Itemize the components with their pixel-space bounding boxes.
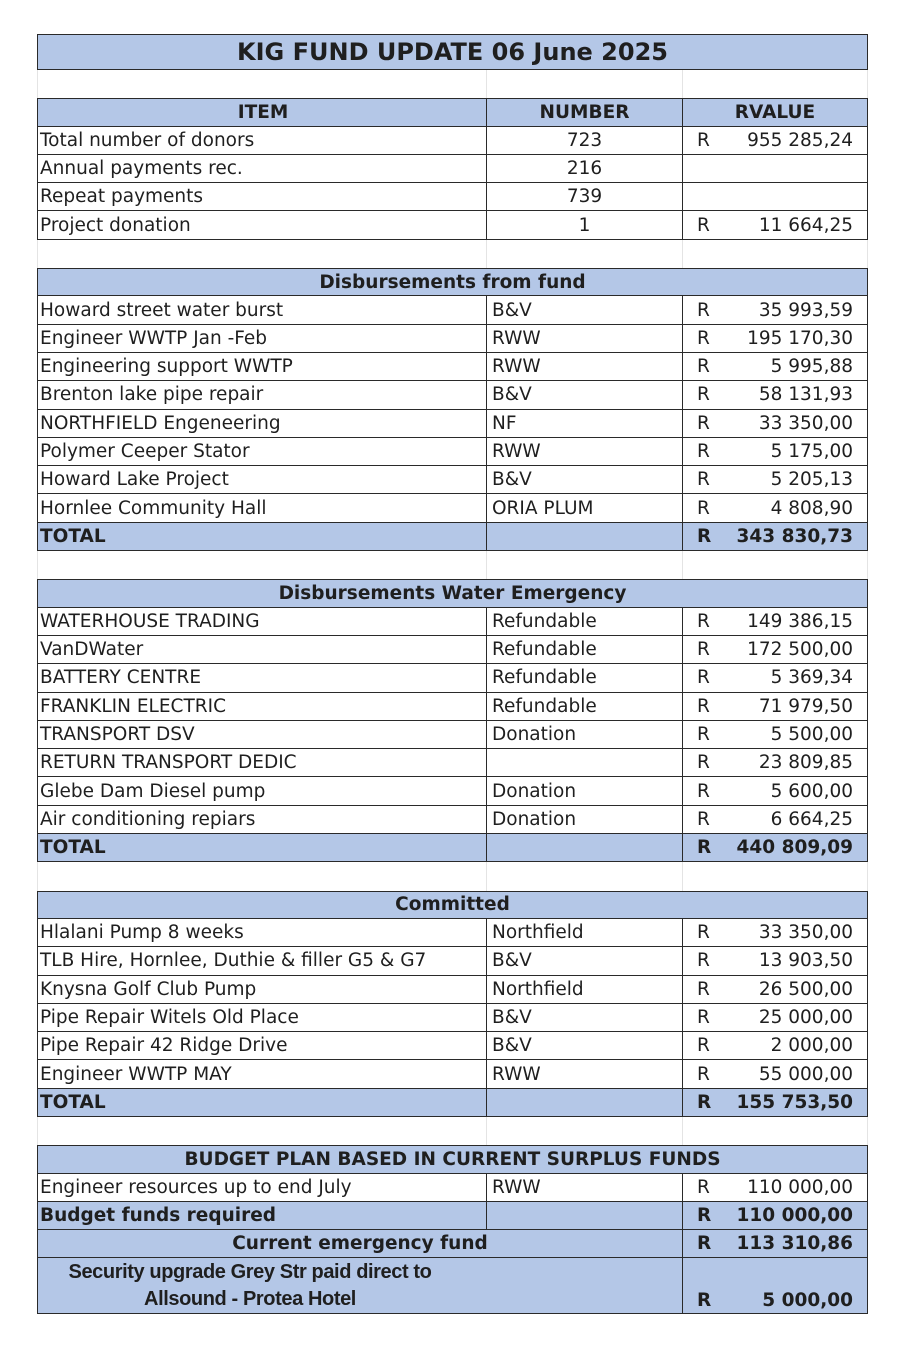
currency-symbol: R bbox=[697, 808, 710, 830]
ref-cell: RWW bbox=[486, 1060, 682, 1088]
emergency-total-row bbox=[37, 834, 868, 862]
total-value: 440 809,09 bbox=[736, 837, 853, 859]
table-row bbox=[37, 296, 868, 324]
ref-cell: Refundable bbox=[486, 693, 682, 721]
ref-cell: Northfield bbox=[486, 976, 682, 1004]
ref-cell: B&V bbox=[486, 466, 682, 494]
currency-symbol: R bbox=[697, 214, 710, 236]
item-cell: Polymer Ceeper Stator bbox=[37, 438, 486, 466]
section-heading: Committed bbox=[37, 891, 868, 919]
number-cell: 216 bbox=[486, 155, 682, 183]
table-row bbox=[37, 608, 868, 636]
title-row bbox=[37, 34, 868, 70]
security-upgrade-row bbox=[37, 1258, 868, 1314]
item-cell: Howard street water burst bbox=[37, 296, 486, 324]
value-column-header: RVALUE bbox=[682, 98, 868, 126]
ref-cell: Donation bbox=[486, 777, 682, 805]
spacer-row bbox=[37, 1117, 868, 1145]
currency-symbol: R bbox=[697, 922, 710, 944]
currency-symbol: R bbox=[697, 837, 712, 859]
table-row bbox=[37, 721, 868, 749]
currency-symbol: R bbox=[697, 441, 710, 462]
currency-symbol: R bbox=[697, 639, 710, 661]
currency-symbol: R bbox=[697, 723, 710, 745]
table-row bbox=[37, 438, 868, 466]
ref-cell: RWW bbox=[486, 325, 682, 353]
amount-value: 955 285,24 bbox=[747, 129, 853, 151]
ref-cell: ORIA PLUM bbox=[486, 494, 682, 522]
table-row bbox=[37, 976, 868, 1004]
fund-update-sheet bbox=[37, 34, 868, 1314]
section-heading: Disbursements from fund bbox=[37, 268, 868, 296]
table-row bbox=[37, 155, 868, 183]
value-cell bbox=[682, 353, 868, 381]
currency-symbol: R bbox=[697, 752, 710, 774]
budget-required-label: Budget funds required bbox=[37, 1202, 486, 1230]
item-cell: BATTERY CENTRE bbox=[37, 664, 486, 692]
currency-symbol: R bbox=[697, 978, 710, 1000]
value-cell bbox=[682, 155, 868, 183]
value-cell bbox=[682, 410, 868, 438]
value-cell bbox=[682, 211, 868, 239]
value-cell bbox=[682, 127, 868, 155]
amount-value: 33 350,00 bbox=[758, 922, 853, 944]
budget-required-row bbox=[37, 1202, 868, 1230]
item-column-header: ITEM bbox=[37, 98, 486, 126]
amount-value: 58 131,93 bbox=[758, 384, 853, 406]
item-cell: Hornlee Community Hall bbox=[37, 494, 486, 522]
amount-value: 110 000,00 bbox=[747, 1176, 853, 1198]
value-cell bbox=[682, 777, 868, 805]
ref-cell: B&V bbox=[486, 1032, 682, 1060]
number-cell: 723 bbox=[486, 127, 682, 155]
security-line-1: Security upgrade Grey Str paid direct to bbox=[68, 1260, 432, 1283]
item-cell: TLB Hire, Hornlee, Duthie & filler G5 & G7 bbox=[37, 947, 486, 975]
table-row bbox=[37, 494, 868, 522]
ref-cell: Northfield bbox=[486, 919, 682, 947]
ref-cell: RWW bbox=[486, 353, 682, 381]
fund-disbursements-heading-row bbox=[37, 268, 868, 296]
currency-symbol: R bbox=[697, 1205, 712, 1227]
committed-total-row bbox=[37, 1089, 868, 1117]
item-cell: Engineer WWTP MAY bbox=[37, 1060, 486, 1088]
amount-value: 35 993,59 bbox=[758, 299, 853, 321]
table-row bbox=[37, 381, 868, 409]
emergency-fund-row bbox=[37, 1230, 868, 1258]
ref-cell: RWW bbox=[486, 438, 682, 466]
spacer-row bbox=[37, 551, 868, 579]
spacer-row bbox=[37, 862, 868, 890]
ref-cell: RWW bbox=[486, 1174, 682, 1202]
value-cell bbox=[682, 636, 868, 664]
section-heading: BUDGET PLAN BASED IN CURRENT SURPLUS FUNDS bbox=[37, 1145, 868, 1173]
value-cell bbox=[682, 1004, 868, 1032]
ref-cell: Refundable bbox=[486, 636, 682, 664]
currency-symbol: R bbox=[697, 1006, 710, 1028]
ref-cell: NF bbox=[486, 410, 682, 438]
amount-value: 5 175,00 bbox=[770, 441, 853, 462]
currency-symbol: R bbox=[697, 469, 710, 491]
item-cell: VanDWater bbox=[37, 636, 486, 664]
amount-value: 5 369,34 bbox=[770, 667, 853, 689]
spacer-row bbox=[37, 70, 868, 98]
item-cell: Project donation bbox=[37, 211, 486, 239]
value-cell bbox=[682, 325, 868, 353]
amount-value: 172 500,00 bbox=[747, 639, 853, 661]
currency-symbol: R bbox=[697, 667, 710, 689]
table-row bbox=[37, 1060, 868, 1088]
table-row bbox=[37, 466, 868, 494]
table-row bbox=[37, 211, 868, 239]
item-cell: Engineer WWTP Jan -Feb bbox=[37, 325, 486, 353]
table-row bbox=[37, 636, 868, 664]
item-cell: Total number of donors bbox=[37, 127, 486, 155]
ref-cell: Refundable bbox=[486, 608, 682, 636]
value-cell bbox=[682, 608, 868, 636]
item-cell: WATERHOUSE TRADING bbox=[37, 608, 486, 636]
value-cell bbox=[682, 919, 868, 947]
number-column-header: NUMBER bbox=[486, 98, 682, 126]
currency-symbol: R bbox=[697, 1091, 712, 1113]
ref-cell: B&V bbox=[486, 296, 682, 324]
amount-value: 23 809,85 bbox=[758, 752, 853, 774]
amount-value: 195 170,30 bbox=[747, 327, 853, 349]
currency-symbol: R bbox=[697, 129, 710, 151]
amount-value: 13 903,50 bbox=[758, 950, 853, 972]
amount-value: 5 205,13 bbox=[770, 469, 853, 491]
summary-header-row bbox=[37, 98, 868, 126]
ref-cell: Donation bbox=[486, 721, 682, 749]
value-cell bbox=[682, 947, 868, 975]
value-cell bbox=[682, 438, 868, 466]
table-row bbox=[37, 353, 868, 381]
table-row bbox=[37, 947, 868, 975]
item-cell: Pipe Repair 42 Ridge Drive bbox=[37, 1032, 486, 1060]
item-cell: Howard Lake Project bbox=[37, 466, 486, 494]
currency-symbol: R bbox=[697, 1063, 710, 1085]
number-cell: 739 bbox=[486, 183, 682, 211]
item-cell: Annual payments rec. bbox=[37, 155, 486, 183]
value-cell bbox=[682, 1060, 868, 1088]
total-label: TOTAL bbox=[37, 1089, 486, 1117]
amount-value: 5 600,00 bbox=[770, 780, 853, 802]
currency-symbol: R bbox=[697, 525, 712, 547]
amount-value: 5 500,00 bbox=[770, 723, 853, 745]
item-cell: Knysna Golf Club Pump bbox=[37, 976, 486, 1004]
total-label: TOTAL bbox=[37, 834, 486, 862]
value-cell bbox=[682, 721, 868, 749]
value-cell bbox=[682, 976, 868, 1004]
table-row bbox=[37, 693, 868, 721]
item-cell: TRANSPORT DSV bbox=[37, 721, 486, 749]
value-cell bbox=[682, 664, 868, 692]
table-row bbox=[37, 664, 868, 692]
table-row bbox=[37, 749, 868, 777]
amount-value: 4 808,90 bbox=[770, 497, 853, 519]
value-cell bbox=[682, 1174, 868, 1202]
currency-symbol: R bbox=[697, 327, 710, 349]
table-row bbox=[37, 410, 868, 438]
item-cell: Air conditioning repiars bbox=[37, 806, 486, 834]
security-upgrade-label bbox=[37, 1258, 682, 1314]
item-cell: Hlalani Pump 8 weeks bbox=[37, 919, 486, 947]
currency-symbol: R bbox=[697, 412, 710, 434]
amount-value: 71 979,50 bbox=[758, 695, 853, 717]
item-cell: Repeat payments bbox=[37, 183, 486, 211]
table-row bbox=[37, 777, 868, 805]
item-cell: Brenton lake pipe repair bbox=[37, 381, 486, 409]
total-value: 155 753,50 bbox=[736, 1091, 853, 1113]
table-row bbox=[37, 1032, 868, 1060]
currency-symbol: R bbox=[697, 610, 710, 632]
item-cell: Engineer resources up to end July bbox=[37, 1174, 486, 1202]
amount-value: 6 664,25 bbox=[770, 808, 853, 830]
item-cell: RETURN TRANSPORT DEDIC bbox=[37, 749, 486, 777]
amount-value: 25 000,00 bbox=[758, 1006, 853, 1028]
item-cell: FRANKLIN ELECTRIC bbox=[37, 693, 486, 721]
value-cell bbox=[682, 749, 868, 777]
committed-heading-row bbox=[37, 891, 868, 919]
table-row bbox=[37, 1004, 868, 1032]
item-cell: Pipe Repair Witels Old Place bbox=[37, 1004, 486, 1032]
ref-cell: B&V bbox=[486, 381, 682, 409]
ref-cell: Donation bbox=[486, 806, 682, 834]
ref-cell: Refundable bbox=[486, 664, 682, 692]
ref-cell: B&V bbox=[486, 1004, 682, 1032]
amount-value: 2 000,00 bbox=[770, 1035, 853, 1057]
budget-heading-row bbox=[37, 1145, 868, 1173]
value-cell bbox=[682, 183, 868, 211]
currency-symbol: R bbox=[697, 384, 710, 406]
item-cell: Engineering support WWTP bbox=[37, 353, 486, 381]
security-upgrade-value: 5 000,00 bbox=[762, 1290, 853, 1312]
value-cell bbox=[682, 466, 868, 494]
fund-total-row bbox=[37, 523, 868, 551]
table-row bbox=[37, 1174, 868, 1202]
amount-value: 11 664,25 bbox=[758, 214, 853, 236]
item-cell: Glebe Dam Diesel pump bbox=[37, 777, 486, 805]
currency-symbol: R bbox=[697, 1035, 710, 1057]
currency-symbol: R bbox=[697, 1233, 712, 1255]
emergency-disbursements-heading-row bbox=[37, 579, 868, 607]
currency-symbol: R bbox=[697, 950, 710, 972]
item-cell: NORTHFIELD Engeneering bbox=[37, 410, 486, 438]
table-row bbox=[37, 127, 868, 155]
value-cell bbox=[682, 296, 868, 324]
budget-required-value: 110 000,00 bbox=[736, 1205, 853, 1227]
currency-symbol: R bbox=[697, 695, 710, 717]
spacer-row bbox=[37, 240, 868, 268]
value-cell bbox=[682, 1032, 868, 1060]
security-line-2: Allsound - Protea Hotel bbox=[144, 1287, 356, 1310]
amount-value: 5 995,88 bbox=[770, 356, 853, 378]
number-cell: 1 bbox=[486, 211, 682, 239]
sheet-title: KIG FUND UPDATE 06 June 2025 bbox=[37, 34, 868, 70]
total-label: TOTAL bbox=[37, 523, 486, 551]
table-row bbox=[37, 919, 868, 947]
currency-symbol: R bbox=[697, 356, 710, 378]
emergency-fund-label: Current emergency fund bbox=[37, 1230, 682, 1258]
table-row bbox=[37, 183, 868, 211]
value-cell bbox=[682, 693, 868, 721]
currency-symbol: R bbox=[697, 497, 710, 519]
currency-symbol: R bbox=[697, 780, 710, 802]
amount-value: 33 350,00 bbox=[758, 412, 853, 434]
table-row bbox=[37, 325, 868, 353]
amount-value: 149 386,15 bbox=[747, 610, 853, 632]
currency-symbol: R bbox=[697, 299, 710, 321]
currency-symbol: R bbox=[697, 1290, 712, 1312]
table-row bbox=[37, 806, 868, 834]
emergency-fund-value: 113 310,86 bbox=[736, 1233, 853, 1255]
currency-symbol: R bbox=[697, 1176, 710, 1198]
section-heading: Disbursements Water Emergency bbox=[37, 579, 868, 607]
total-value: 343 830,73 bbox=[736, 525, 853, 547]
amount-value: 55 000,00 bbox=[758, 1063, 853, 1085]
ref-cell bbox=[486, 749, 682, 777]
value-cell bbox=[682, 806, 868, 834]
amount-value: 26 500,00 bbox=[758, 978, 853, 1000]
value-cell bbox=[682, 494, 868, 522]
value-cell bbox=[682, 381, 868, 409]
ref-cell: B&V bbox=[486, 947, 682, 975]
